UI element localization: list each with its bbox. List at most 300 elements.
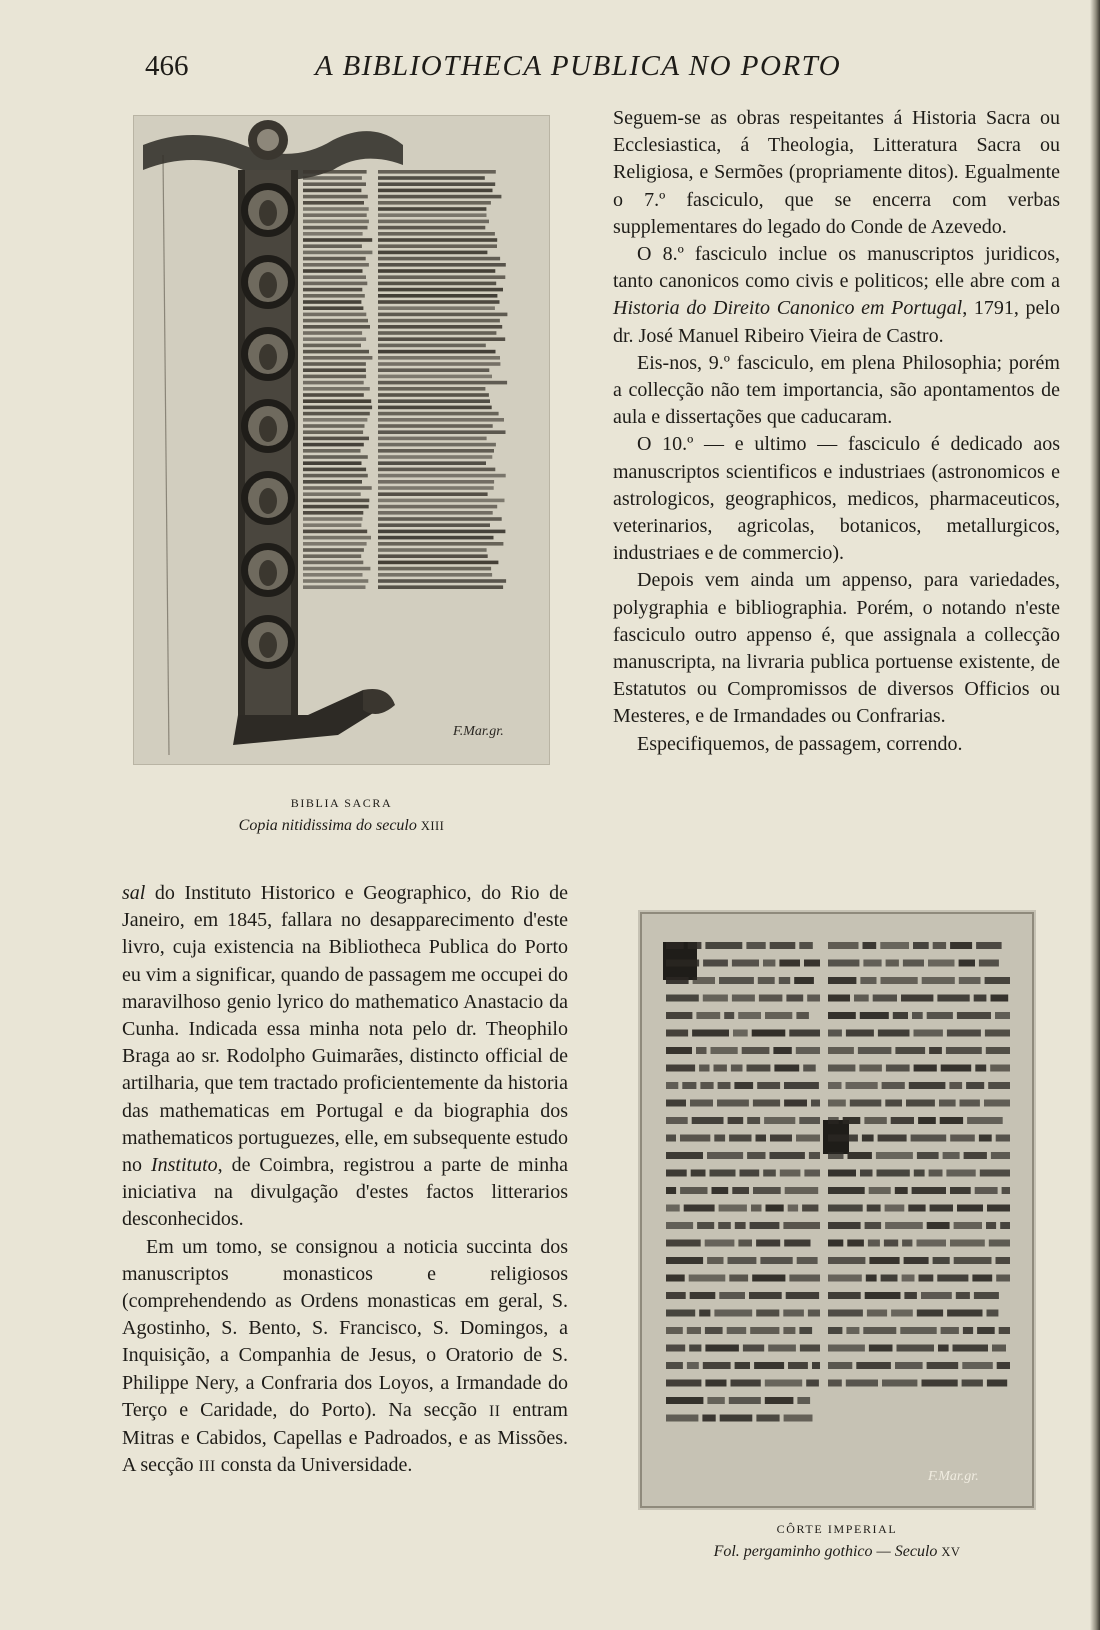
script-line: [303, 201, 364, 205]
gothic-word: [999, 1327, 1010, 1334]
script-line: [303, 257, 366, 261]
script-line: [303, 492, 361, 496]
script-line: [303, 542, 367, 546]
gothic-word: [984, 1100, 1010, 1107]
gothic-word: [881, 977, 918, 984]
gothic-word: [1000, 1222, 1010, 1229]
script-line: [303, 461, 362, 465]
gothic-word: [666, 1152, 703, 1159]
script-line: [378, 319, 500, 323]
script-line: [303, 449, 361, 453]
gothic-word: [846, 1082, 878, 1089]
medallion: [259, 416, 277, 442]
gothic-word: [757, 1082, 780, 1089]
script-line: [303, 325, 370, 329]
gothic-word: [929, 1170, 943, 1177]
gothic-word: [828, 977, 856, 984]
gothic-word: [1002, 1187, 1010, 1194]
script-line: [378, 251, 487, 255]
gothic-word: [754, 1362, 784, 1369]
gothic-word: [860, 1170, 873, 1177]
gothic-word: [753, 1100, 780, 1107]
script-line: [303, 344, 361, 348]
gothic-word: [991, 995, 1009, 1002]
gothic-word: [876, 1152, 913, 1159]
gothic-word: [986, 1047, 1010, 1054]
script-line: [303, 579, 368, 583]
gothic-word: [828, 1292, 861, 1299]
script-line: [303, 387, 370, 391]
gothic-word: [966, 1082, 984, 1089]
gothic-word: [714, 1065, 727, 1072]
lead-word: sal: [122, 882, 146, 904]
gothic-word: [943, 1152, 960, 1159]
gothic-word: [811, 1100, 820, 1107]
gothic-word: [666, 1205, 680, 1212]
gothic-word: [869, 1345, 893, 1352]
script-line: [378, 288, 503, 292]
gothic-parchment-image: [638, 910, 1036, 1510]
gothic-word: [718, 1222, 731, 1229]
gothic-word: [987, 1380, 1007, 1387]
gothic-word: [895, 1362, 923, 1369]
script-line: [378, 368, 489, 372]
gothic-word: [750, 1222, 780, 1229]
figure-1-caption-text: Copia nitidissima do seculo: [238, 817, 417, 834]
script-line: [303, 375, 366, 379]
script-line: [303, 213, 367, 217]
gothic-word: [666, 1100, 686, 1107]
paragraph: O 8.º fasciculo inclue os manuscriptos juridicos, tanto canonicos como civis e politicos; elle abre com a Historia do Direito Canonico em Portugal, 1791, pelo dr. José Manuel Ribeiro Vieira de Castro.: [613, 243, 1060, 347]
gothic-word: [700, 1082, 713, 1089]
gothic-word: [802, 1205, 818, 1212]
gothic-word: [731, 1065, 743, 1072]
script-line: [303, 282, 367, 286]
gothic-word: [732, 960, 759, 967]
gothic-word: [666, 1240, 701, 1247]
script-line: [303, 263, 369, 267]
gothic-word: [904, 1292, 917, 1299]
gothic-word: [940, 1117, 963, 1124]
script-line: [378, 356, 500, 360]
gothic-word: [902, 1275, 915, 1282]
script-line: [303, 430, 363, 434]
gothic-word: [732, 995, 755, 1002]
gothic-word: [962, 1362, 993, 1369]
gothic-word: [806, 1380, 819, 1387]
gothic-word: [666, 1362, 683, 1369]
script-line: [378, 536, 494, 540]
script-line: [378, 387, 485, 391]
gothic-word: [807, 995, 820, 1002]
figure-1-caption-subtitle: [133, 817, 550, 835]
gothic-word: [996, 1257, 1011, 1264]
gothic-word: [729, 1397, 761, 1404]
script-line: [303, 381, 364, 385]
gothic-word: [828, 1135, 858, 1142]
script-line: [378, 282, 496, 286]
gothic-word: [866, 1275, 877, 1282]
gothic-word: [666, 1170, 687, 1177]
gothic-word: [699, 1310, 710, 1317]
gothic-word: [729, 1275, 748, 1282]
gothic-word: [794, 977, 814, 984]
gothic-word: [863, 1327, 896, 1334]
medallion: [259, 344, 277, 370]
gothic-word: [868, 1240, 880, 1247]
gothic-word: [763, 960, 775, 967]
gothic-word: [862, 1135, 874, 1142]
figure-1-caption-title: BIBLIA SACRA: [290, 796, 393, 810]
script-line: [303, 306, 363, 310]
script-line: [303, 443, 364, 447]
gothic-word: [891, 1117, 914, 1124]
gothic-word: [846, 1380, 878, 1387]
script-line: [378, 548, 487, 552]
script-line: [378, 344, 486, 348]
gothic-word: [985, 977, 1010, 984]
gothic-word: [740, 1170, 760, 1177]
gothic-word: [796, 1047, 820, 1054]
gothic-word: [714, 1310, 752, 1317]
gothic-word: [996, 1135, 1010, 1142]
gothic-word: [699, 1065, 709, 1072]
engraver-signature: F.Mar.gr.: [928, 1469, 979, 1484]
gothic-word: [666, 1082, 678, 1089]
gothic-word: [742, 1047, 770, 1054]
gothic-word: [885, 1100, 902, 1107]
gothic-word: [867, 1310, 887, 1317]
script-line: [303, 269, 363, 273]
left-column: [122, 880, 568, 1480]
script-line: [378, 182, 495, 186]
gothic-word: [788, 1205, 798, 1212]
gothic-word: [756, 1240, 780, 1247]
section-numeral: III: [198, 1458, 216, 1476]
gothic-word: [903, 960, 924, 967]
gothic-word: [986, 1222, 996, 1229]
script-line: [303, 567, 370, 571]
gothic-word: [933, 1257, 950, 1264]
gothic-word: [847, 1240, 864, 1247]
gothic-word: [922, 1380, 958, 1387]
gothic-word: [719, 1205, 747, 1212]
gothic-word: [979, 960, 999, 967]
gothic-word: [914, 1030, 943, 1037]
script-line: [303, 480, 362, 484]
script-line: [303, 313, 366, 317]
gothic-word: [809, 1152, 820, 1159]
script-line: [378, 294, 497, 298]
gothic-word: [689, 1275, 726, 1282]
gothic-word: [941, 1065, 972, 1072]
script-line: [378, 232, 495, 236]
gothic-word: [752, 1030, 786, 1037]
gothic-word: [854, 995, 869, 1002]
gothic-word: [705, 942, 742, 949]
gothic-word: [666, 977, 689, 984]
gothic-word: [895, 1047, 925, 1054]
gothic-word: [828, 1240, 843, 1247]
gothic-word: [828, 1327, 842, 1334]
gothic-word: [828, 942, 859, 949]
gothic-word: [828, 1187, 865, 1194]
gothic-word: [687, 1362, 699, 1369]
script-line: [303, 226, 368, 230]
gothic-word: [784, 1082, 819, 1089]
gothic-word: [773, 1047, 791, 1054]
script-line: [303, 170, 367, 174]
gothic-word: [705, 1345, 739, 1352]
gothic-word: [780, 1170, 801, 1177]
figure-2-caption-subtitle: [638, 1543, 1036, 1561]
gothic-word: [864, 1117, 886, 1124]
script-line: [378, 300, 500, 304]
gothic-word: [960, 1100, 980, 1107]
script-line: [378, 220, 489, 224]
gothic-word: [804, 960, 820, 967]
script-line: [378, 443, 496, 447]
script-line: [378, 449, 494, 453]
gothic-word: [908, 1205, 925, 1212]
gothic-word: [860, 977, 876, 984]
book-title: Historia do Direito Canonico em Portugal: [613, 297, 963, 320]
script-line: [303, 585, 366, 589]
script-line: [378, 530, 505, 534]
gothic-word: [703, 960, 728, 967]
script-line: [378, 195, 501, 199]
gothic-word: [707, 1397, 724, 1404]
gothic-word: [705, 1240, 735, 1247]
gothic-word: [680, 1187, 707, 1194]
gothic-word: [990, 1065, 1010, 1072]
script-line: [303, 393, 364, 397]
gothic-word: [950, 942, 972, 949]
script-line: [378, 468, 495, 472]
script-line: [378, 331, 496, 335]
gothic-word: [691, 1170, 706, 1177]
gothic-word: [666, 1292, 686, 1299]
gothic-word: [756, 1310, 779, 1317]
script-line: [303, 418, 367, 422]
gothic-word: [703, 995, 728, 1002]
gothic-word: [666, 942, 684, 949]
gothic-word: [692, 1030, 729, 1037]
script-line: [378, 474, 506, 478]
gothic-word: [728, 1257, 757, 1264]
gothic-word: [904, 1257, 929, 1264]
gothic-word: [957, 1205, 983, 1212]
gothic-word: [666, 1310, 695, 1317]
gothic-word: [828, 1310, 863, 1317]
script-line: [378, 263, 506, 267]
script-line: [378, 412, 499, 416]
gothic-word: [732, 1187, 749, 1194]
script-line: [378, 505, 497, 509]
gothic-word: [796, 1135, 820, 1142]
figure-1-caption: [133, 796, 550, 835]
gothic-word: [974, 995, 987, 1002]
script-line: [303, 573, 363, 577]
paragraph: Especifiquemos, de passagem, correndo.: [637, 732, 963, 755]
gothic-word: [937, 995, 969, 1002]
script-line: [303, 424, 365, 428]
script-line: [378, 424, 493, 428]
script-line: [378, 362, 500, 366]
script-line: [303, 275, 366, 279]
gothic-word: [707, 1152, 743, 1159]
gothic-word: [954, 1222, 982, 1229]
gothic-word: [682, 1082, 696, 1089]
gothic-word: [972, 1275, 992, 1282]
script-line: [378, 244, 497, 248]
gothic-word: [783, 1327, 795, 1334]
gothic-word: [751, 1205, 762, 1212]
script-line: [303, 530, 367, 534]
gothic-word: [882, 1082, 905, 1089]
gothic-word: [828, 995, 850, 1002]
gothic-word: [967, 1117, 1003, 1124]
script-line: [378, 437, 487, 441]
gothic-word: [747, 1152, 765, 1159]
medallion: [259, 272, 277, 298]
gothic-word: [828, 1205, 863, 1212]
gothic-word: [912, 1012, 923, 1019]
gothic-word: [666, 995, 699, 1002]
gothic-word: [964, 1152, 987, 1159]
script-line: [303, 455, 368, 459]
gothic-word: [897, 1345, 935, 1352]
script-line: [303, 251, 372, 255]
gothic-word: [919, 1275, 934, 1282]
gothic-word: [690, 1100, 713, 1107]
gothic-word: [770, 1135, 792, 1142]
gothic-word: [901, 995, 933, 1002]
gothic-word: [991, 1152, 1010, 1159]
gothic-word: [666, 1187, 676, 1194]
gothic-word: [738, 1240, 752, 1247]
publication-name: Instituto: [150, 1154, 218, 1177]
gothic-word: [731, 1380, 761, 1387]
gothic-word: [828, 1275, 862, 1282]
gothic-word: [949, 1082, 962, 1089]
section-numeral: II: [489, 1402, 501, 1420]
gothic-word: [766, 1205, 784, 1212]
figure-2-caption-title: CÔRTE IMPERIAL: [776, 1522, 898, 1536]
gothic-word: [953, 1345, 989, 1352]
gothic-word: [918, 1117, 936, 1124]
gothic-word: [902, 1240, 912, 1247]
gothic-word: [714, 1135, 725, 1142]
gothic-word: [717, 1100, 749, 1107]
gothic-word: [765, 1397, 794, 1404]
gothic-word: [768, 1345, 796, 1352]
script-line: [303, 195, 368, 199]
biblia-sacra-illustration: [133, 115, 550, 765]
script-line: [303, 300, 361, 304]
gothic-word: [995, 1012, 1010, 1019]
gothic-word: [756, 1415, 779, 1422]
gothic-word: [917, 1240, 947, 1247]
gothic-word: [765, 1380, 802, 1387]
gothic-word: [684, 1205, 715, 1212]
gothic-word: [846, 1030, 874, 1037]
gothic-word: [846, 1327, 859, 1334]
gothic-word: [797, 1397, 810, 1404]
corte-imperial-illustration: [638, 910, 1036, 1510]
gothic-word: [863, 960, 881, 967]
paragraph: Seguem-se as obras respeitantes á Historia Sacra ou Ecclesiastica, á Theologia, Litteratura Sacra ou Religiosa, e Sermões (propriamente ditos). Egualmente o 7.º fasciculo, que se encerra com verbas supplementares do legado do Conde de Azevedo.: [613, 107, 1060, 238]
script-line: [378, 325, 502, 329]
medallion: [259, 488, 277, 514]
script-line: [303, 244, 362, 248]
gothic-word: [885, 1205, 905, 1212]
script-line: [378, 567, 491, 571]
script-line: [303, 356, 372, 360]
gothic-word: [783, 1310, 804, 1317]
gothic-word: [705, 1380, 726, 1387]
gothic-word: [976, 942, 1002, 949]
script-line: [378, 579, 506, 583]
gothic-word: [828, 1117, 839, 1124]
script-line: [378, 499, 505, 503]
gothic-word: [954, 1257, 992, 1264]
gothic-word: [687, 1327, 701, 1334]
script-line: [303, 232, 363, 236]
script-line: [378, 399, 490, 403]
gothic-word: [828, 1100, 846, 1107]
gothic-word: [947, 1030, 981, 1037]
gothic-word: [895, 1187, 908, 1194]
script-line: [378, 393, 489, 397]
script-line: [303, 331, 362, 335]
gothic-word: [917, 1310, 943, 1317]
gothic-word: [930, 1205, 953, 1212]
gothic-word: [789, 1275, 820, 1282]
gothic-word: [856, 1362, 891, 1369]
gothic-word: [946, 1047, 982, 1054]
script-line: [303, 319, 368, 323]
medallion: [259, 200, 277, 226]
script-line: [378, 238, 497, 242]
gothic-word: [843, 1117, 861, 1124]
gothic-word: [975, 1065, 986, 1072]
figure-2-caption-century: XV: [941, 1545, 961, 1559]
script-line: [378, 269, 495, 273]
script-line: [378, 176, 485, 180]
gothic-word: [718, 1082, 731, 1089]
medallion: [259, 560, 277, 586]
gothic-word: [828, 1380, 842, 1387]
gothic-word: [786, 995, 803, 1002]
gothic-word: [867, 1205, 881, 1212]
gothic-word: [711, 1047, 738, 1054]
script-line: [378, 226, 485, 230]
gothic-word: [728, 1117, 744, 1124]
gothic-word: [666, 1117, 688, 1124]
script-line: [303, 468, 366, 472]
gothic-word: [928, 960, 955, 967]
script-line: [303, 511, 363, 515]
gothic-word: [747, 1117, 760, 1124]
gothic-word: [937, 1275, 968, 1282]
gothic-word: [758, 977, 775, 984]
script-line: [303, 412, 370, 416]
script-line: [303, 220, 369, 224]
gothic-word: [680, 1135, 710, 1142]
script-line: [378, 375, 492, 379]
script-line: [378, 486, 494, 490]
